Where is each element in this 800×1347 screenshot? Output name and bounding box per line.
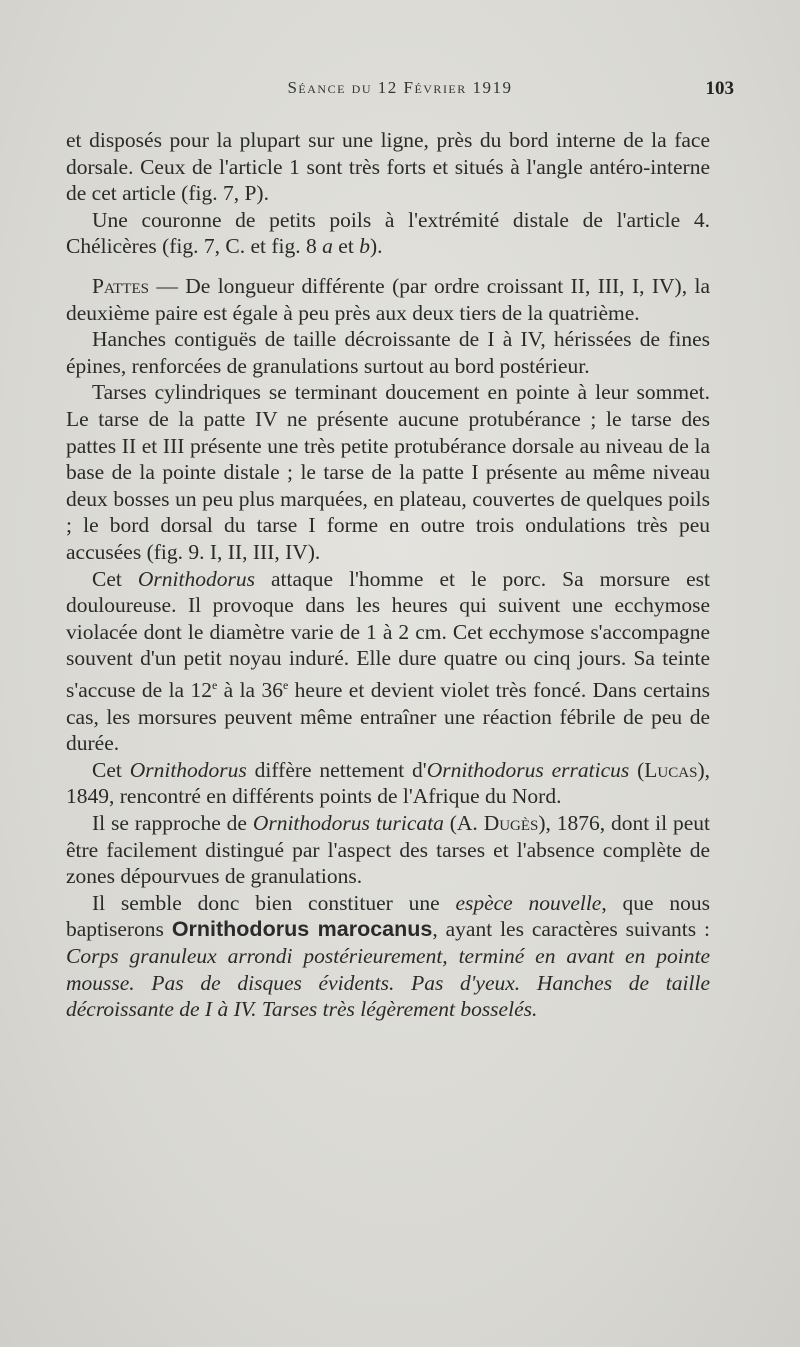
paragraph-pattes: Pattes — De longueur différente (par ordre croissant II, III, I, IV), la deuxième paire est égale à peu près aux deux tiers de la quatrième. xyxy=(66,273,710,325)
paragraph-2: Une couronne de petits poils à l'extrémité distale de l'article 4. Chélicères (fig. 7, C. et fig. 8 a et b). xyxy=(66,207,710,259)
section-label-pattes: Pattes xyxy=(92,273,149,298)
body-text xyxy=(66,127,710,1023)
diagnosis: Corps granuleux arrondi postérieurement, terminé en avant en pointe mousse. Pas de disques évidents. Pas d'yeux. Hanches de taille décroissante de I à IV. Tarses très légèrement bosselés. xyxy=(66,943,710,1022)
paragraph-turicata: Il se rapproche de Ornithodorus turicata (A. Dugès), 1876, dont il peut être facilement distingué par l'aspect des tarses et l'absence complète de zones dépourvues de granulations. xyxy=(66,811,711,889)
page-header xyxy=(60,78,740,108)
running-head: Séance du 12 Février 1919 xyxy=(287,78,513,97)
page-number: 103 xyxy=(705,78,734,99)
paragraph-erraticus: Cet Ornithodorus diffère nettement d'Ornithodorus erraticus (Lucas), 1849, rencontré en différents points de l'Afrique du Nord. xyxy=(66,757,710,809)
paragraph-1: et disposés pour la plupart sur une ligne, près du bord interne de la face dorsale. Ceux de l'article 1 sont très forts et situés à l'angle antéro-interne de cet article (fig. 7, P). xyxy=(66,128,710,206)
paragraph-hanches: Hanches contiguës de taille décroissante de I à IV, hérissées de fines épines, renforcées de granulations surtout au bord postérieur. xyxy=(66,327,710,378)
paragraph-morsure: Cet Ornithodorus attaque l'homme et le porc. Sa morsure est douloureuse. Il provoque dans les heures qui suivent une ecchymose violacée dont le diamètre varie de 1 à 2 cm. Cet ecchymose s'accompagne souvent d'un petit noyau induré. Elle dure quatre ou cinq jours. Sa teinte s'accuse de la 12e à la 36e heure et devient violet très foncé. Dans certains cas, les morsures peuvent même entraîner une réaction fébrile de peu de durée. xyxy=(66,566,711,756)
paragraph-tarses: Tarses cylindriques se terminant doucement en pointe à leur sommet. Le tarse de la patte IV ne présente aucune protubérance ; le tarse des pattes II et III présente une très petite protubérance dorsale au niveau de la base de la pointe distale ; le tarse de la patte I présente au même niveau deux bosses un peu plus marquées, en plateau, couvertes de quelques poils ; le bord dorsal du tarse I forme en outre trois ondulations très peu accusées (fig. 9. I, II, III, IV). xyxy=(66,380,710,564)
species-name: Ornithodorus marocanus xyxy=(171,917,433,942)
paragraph-diagnose: Il semble donc bien constituer une espèce nouvelle, que nous baptiserons Ornithodorus marocanus, ayant les caractères suivants : Corps granuleux arrondi postérieurement, terminé en avant en pointe mousse. Pas de disques évidents. Pas d'yeux. Hanches de taille décroissante de I à IV. Tarses très légèrement bosselés. xyxy=(66,890,710,1022)
